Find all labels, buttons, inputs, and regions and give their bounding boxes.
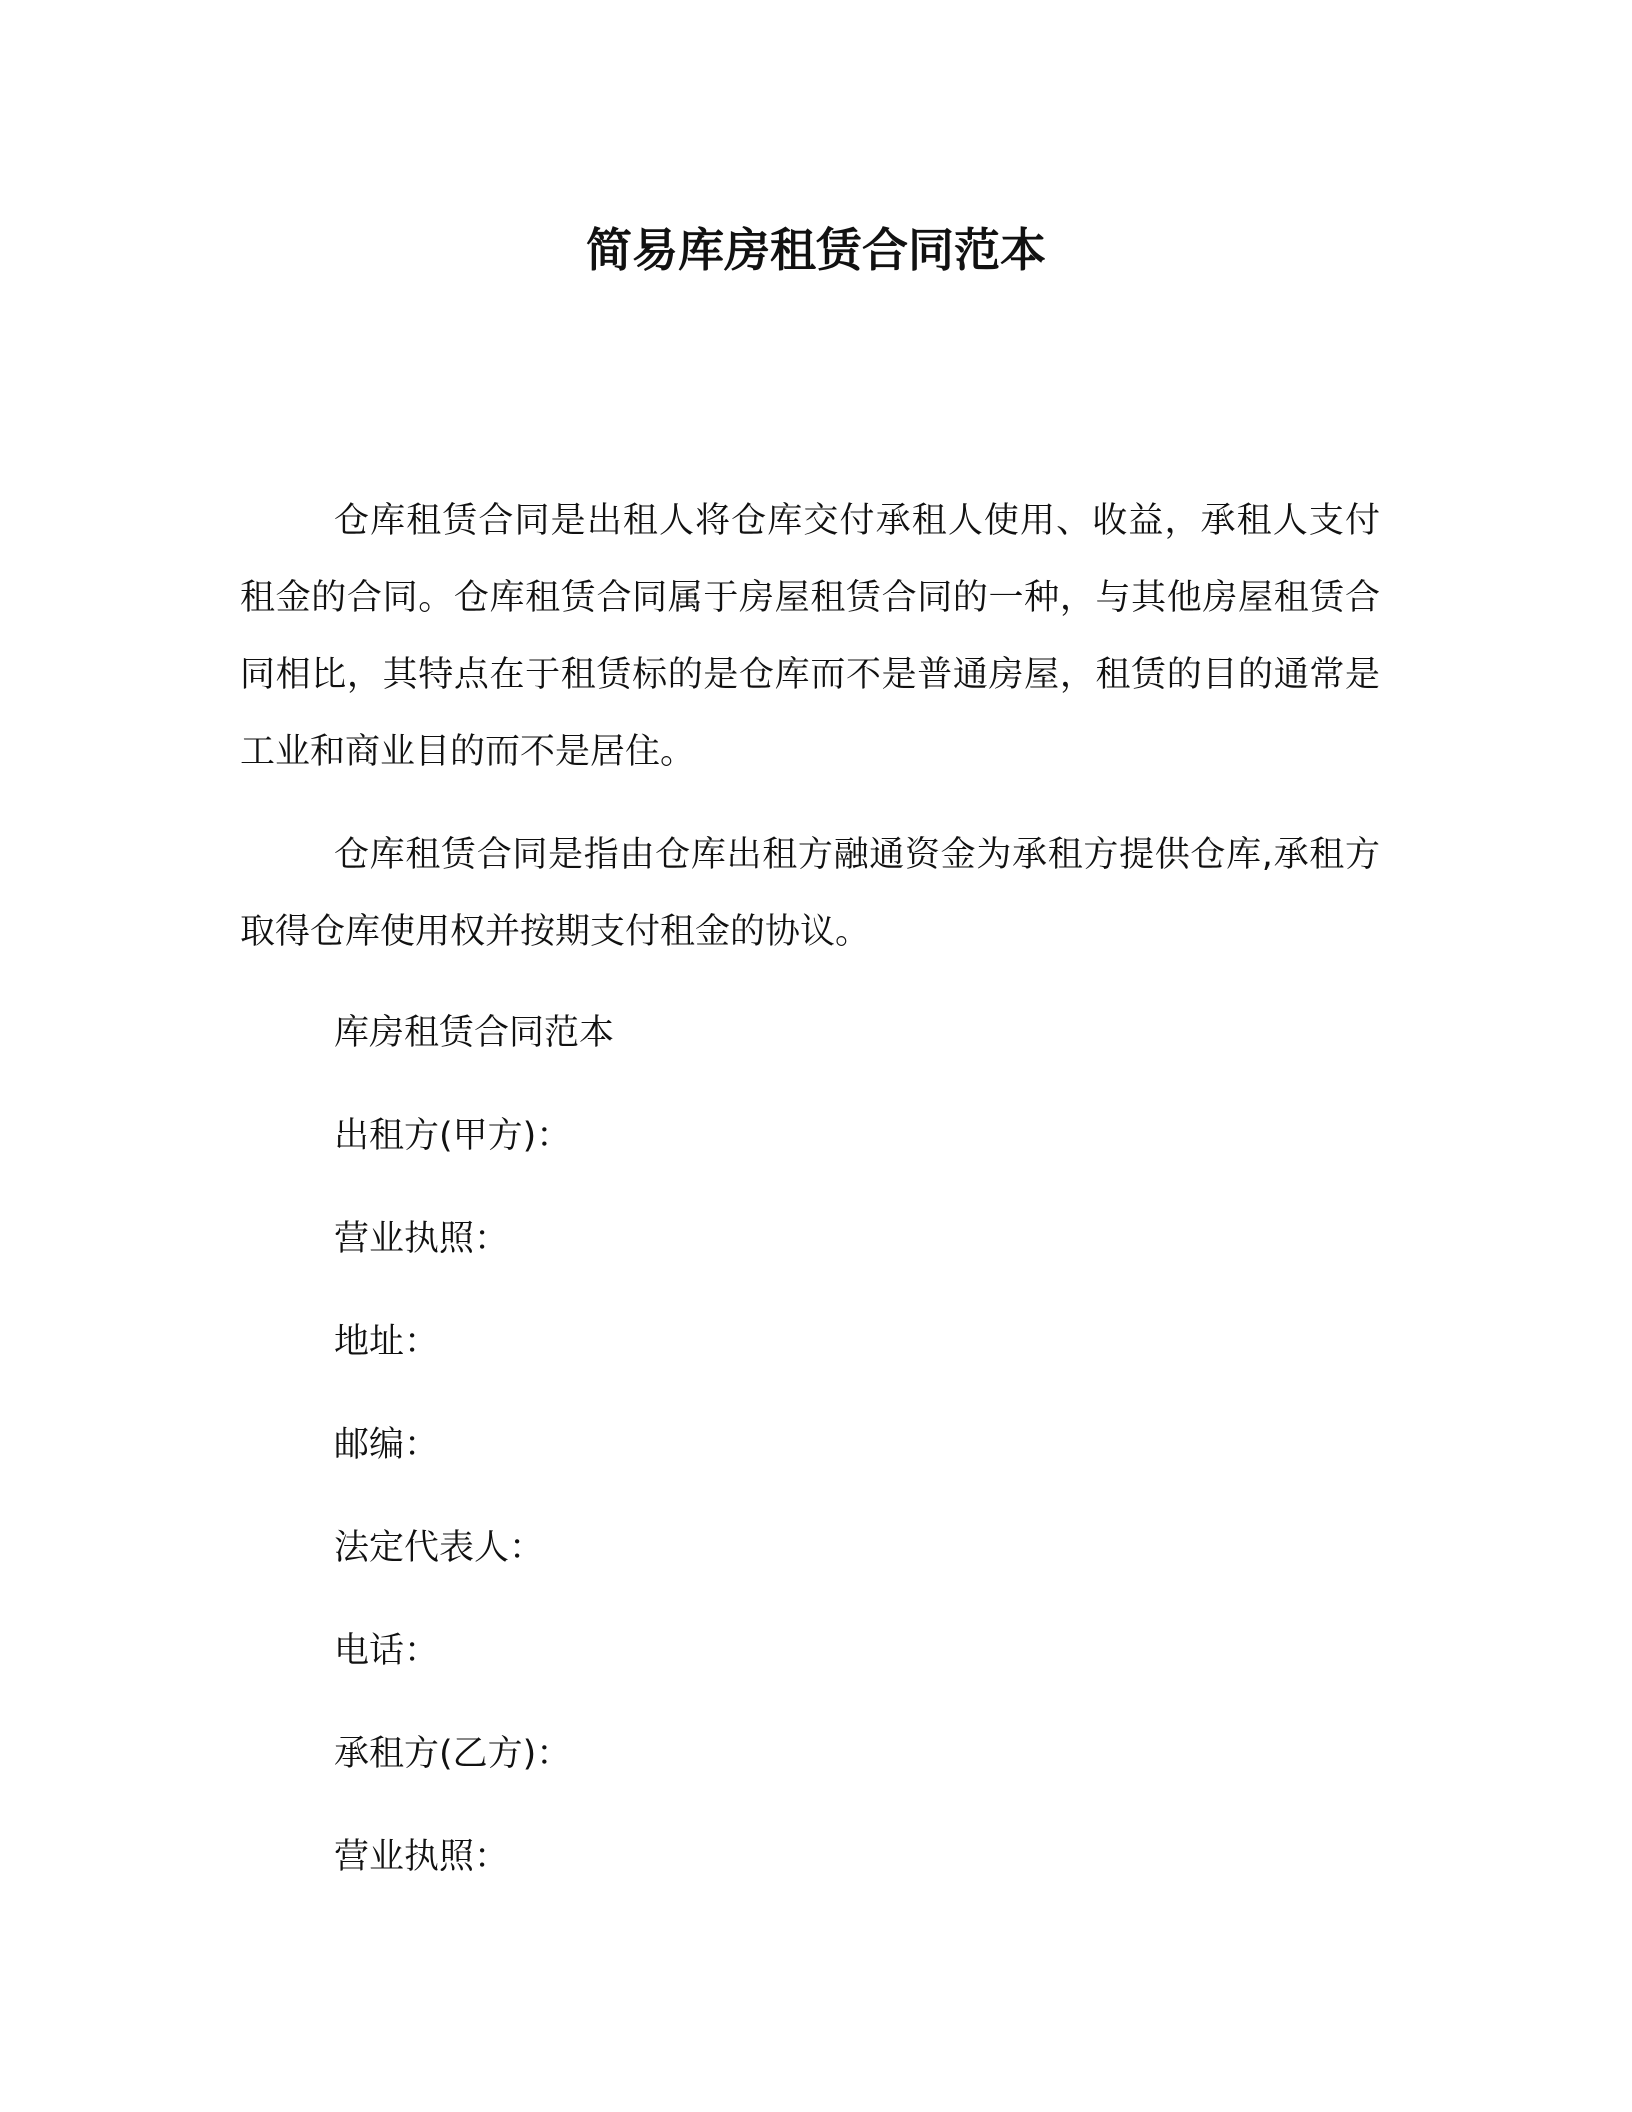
lessee-label: 承租方(乙方)： <box>334 1734 572 1774</box>
lessor-address-label: 地址： <box>334 1322 440 1362</box>
lessor-phone-label: 电话： <box>334 1631 440 1671</box>
lessor-label: 出租方(甲方)： <box>334 1116 572 1156</box>
intro-paragraph-1: 仓库租赁合同是出租人将仓库交付承租人使用、收益，承租人支付租金的合同。仓库租赁合同属于房屋租赁合同的一种，与其他房屋租赁合同相比，其特点在于租赁标的是仓库而不是普通房屋，租赁的目的通常是工业和商业目的而不是居住。 <box>240 501 1380 772</box>
template-heading: 库房租赁合同范本 <box>334 1013 615 1053</box>
lessor-postcode-label: 邮编： <box>334 1425 440 1465</box>
lessor-legal-representative-label: 法定代表人： <box>334 1528 545 1568</box>
document-title: 简易库房租赁合同范本 <box>586 223 1046 277</box>
intro-paragraph-2: 仓库租赁合同是指由仓库出租方融通资金为承租方提供仓库,承租方取得仓库使用权并按期支付租金的协议。 <box>240 835 1380 952</box>
lessor-business-license-label: 营业执照： <box>334 1219 510 1259</box>
lessee-business-license-label: 营业执照： <box>334 1837 510 1877</box>
